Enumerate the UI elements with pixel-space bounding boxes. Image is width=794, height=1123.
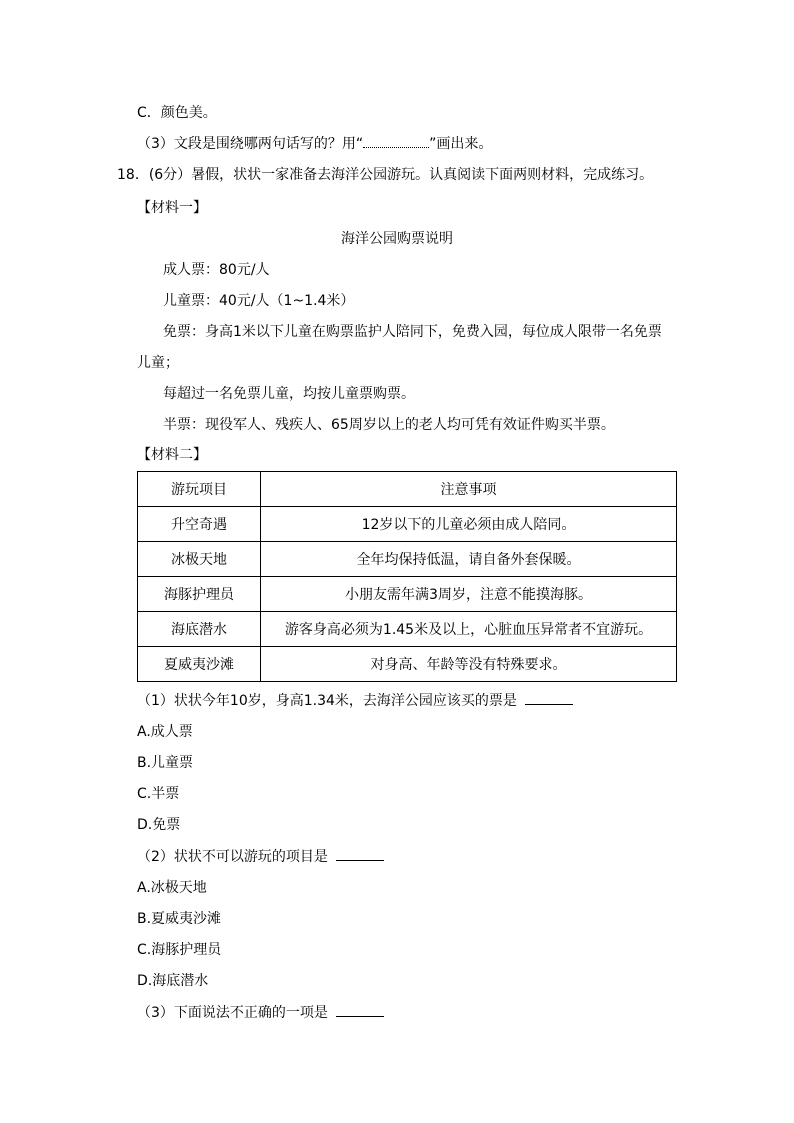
sub-question-2-text: （2）状状不可以游玩的项目是	[137, 849, 328, 865]
prev-q3-prefix: （3）文段是围绕哪两句话写的？用“	[137, 136, 364, 152]
sub-question-1-text: （1）状状今年10岁，身高1.34米，去海洋公园应该买的票是	[137, 693, 517, 709]
table-cell-note: 12岁以下的儿童必须由成人陪同。	[261, 507, 677, 542]
material-1-line: 半票：现役军人、残疾人、65周岁以上的老人均可凭有效证件购买半票。	[163, 417, 615, 433]
table-row	[138, 542, 677, 577]
table-cell-attraction: 升空奇遇	[138, 507, 261, 542]
table-header-row	[138, 472, 677, 507]
table-cell-attraction: 海底潜水	[138, 612, 261, 647]
material-1-line: 免票：身高1米以下儿童在购票监护人陪同下，免费入园，每位成人限带一名免票	[163, 324, 662, 340]
table-header: 注意事项	[261, 472, 677, 507]
wavy-underline-mark	[363, 137, 429, 148]
question-18-intro: 18．(6分）暑假，状状一家准备去海洋公园游玩。认真阅读下面两则材料，完成练习。	[117, 167, 654, 183]
table-cell-attraction: 冰极天地	[138, 542, 261, 577]
option-d: D.免票	[137, 817, 181, 833]
material-1-title: 海洋公园购票说明	[341, 231, 453, 247]
option-c: C.海豚护理员	[137, 942, 222, 958]
option-a: A.冰极天地	[137, 880, 207, 896]
answer-blank-3[interactable]	[336, 1004, 384, 1017]
table-row	[138, 612, 677, 647]
prev-q3-suffix: ”画出来。	[429, 136, 493, 152]
table-header: 游玩项目	[138, 472, 261, 507]
option-d: D.海底潜水	[137, 973, 209, 989]
option-c: C.半票	[137, 786, 180, 802]
table-cell-attraction: 夏威夷沙滩	[138, 647, 261, 682]
table-cell-attraction: 海豚护理员	[138, 577, 261, 612]
table-cell-note: 对身高、年龄等没有特殊要求。	[261, 647, 677, 682]
sub-question-3	[137, 1004, 384, 1022]
option-a: A.成人票	[137, 724, 193, 740]
attractions-notes-table	[137, 471, 677, 682]
sub-question-1	[137, 692, 573, 710]
table-cell-note: 游客身高必须为1.45米及以上，心脏血压异常者不宜游玩。	[261, 612, 677, 647]
table-row	[138, 647, 677, 682]
answer-blank-1[interactable]	[525, 692, 573, 705]
sub-question-3-text: （3）下面说法不正确的一项是	[137, 1005, 328, 1021]
table-row	[138, 577, 677, 612]
table-cell-note: 全年均保持低温，请自备外套保暖。	[261, 542, 677, 577]
option-b: B.儿童票	[137, 755, 194, 771]
table-row	[138, 507, 677, 542]
material-1-line: 每超过一名免票儿童，均按儿童票购票。	[163, 386, 415, 402]
prev-question-3	[137, 135, 492, 153]
sub-question-2	[137, 848, 384, 866]
table-cell-note: 小朋友需年满3周岁，注意不能摸海豚。	[261, 577, 677, 612]
material-2-heading: 【材料二】	[137, 447, 207, 463]
prev-option-c: C．颜色美。	[137, 105, 217, 121]
material-1-line: 儿童；	[137, 355, 179, 371]
option-b: B.夏威夷沙滩	[137, 911, 222, 927]
material-1-line: 儿童票：40元/人（1~1.4米）	[163, 293, 355, 309]
material-1-line: 成人票：80元/人	[163, 262, 270, 278]
material-1-heading: 【材料一】	[137, 200, 207, 216]
answer-blank-2[interactable]	[336, 848, 384, 861]
